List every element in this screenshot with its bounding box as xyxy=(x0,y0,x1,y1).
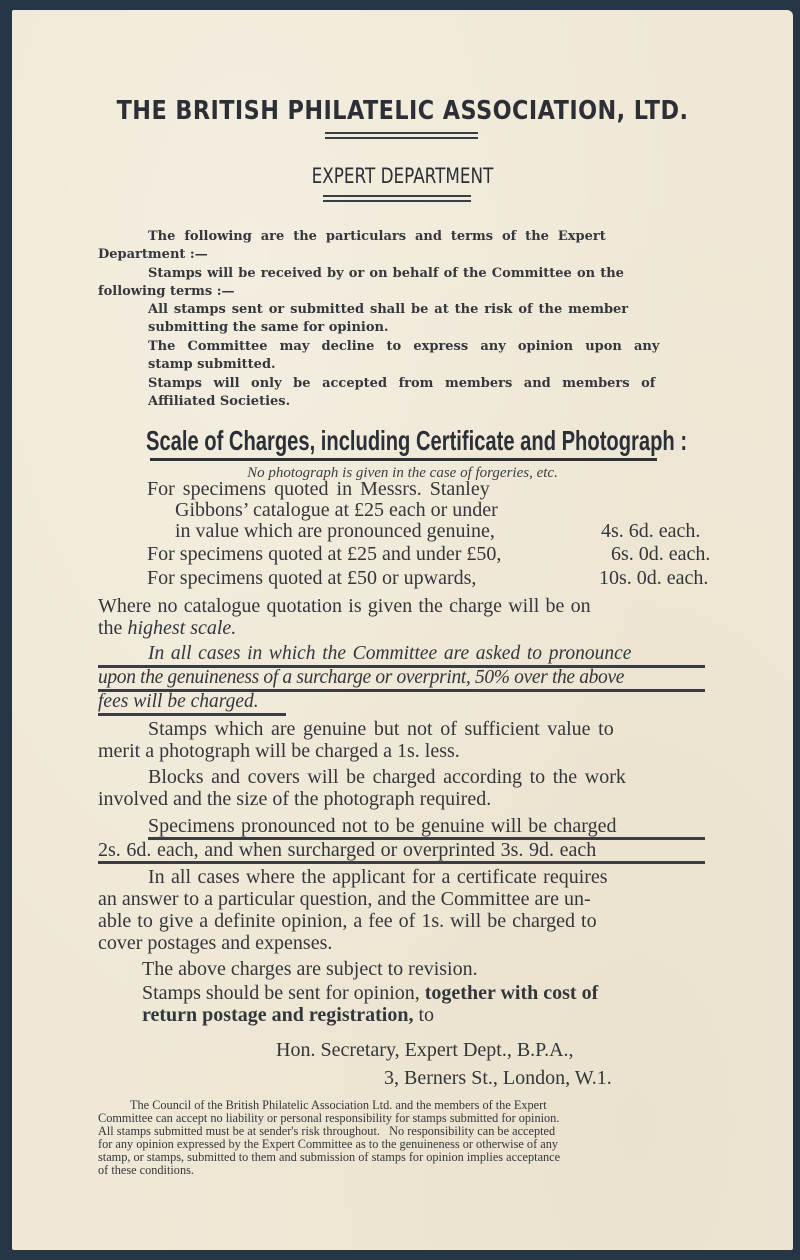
insufficient-value-line2: merit a photograph will be charged a 1s. less. xyxy=(98,740,460,762)
no-quotation-line2 xyxy=(98,617,236,640)
surcharge-notice-line3: fees will be charged. xyxy=(98,691,259,712)
disclaimer-line1: The Council of the British Philatelic Association Ltd. and the members of the Expert xyxy=(130,1098,547,1112)
disclaimer-line6: of these conditions. xyxy=(98,1163,194,1177)
charge-row-line2: Gibbons’ catalogue at £25 each or under xyxy=(175,499,498,521)
terms-item-line1: The Committee may decline to express any opinion upon any xyxy=(148,339,660,354)
sending-line1 xyxy=(142,982,598,1005)
sending-plain-text: Stamps should be sent for opinion, xyxy=(142,982,425,1004)
no-quotation-line1: Where no catalogue quotation is given the charge will be on xyxy=(98,595,591,617)
title-double-rule xyxy=(325,132,478,139)
charge-price: 10s. 0d. each. xyxy=(599,567,709,589)
sending-bold-text: return postage and registration, xyxy=(142,1004,414,1026)
address-line1: Hon. Secretary, Expert Dept., B.P.A., xyxy=(276,1039,574,1061)
address-line2: 3, Berners St., London, W.1. xyxy=(384,1067,612,1089)
subtitle-double-rule xyxy=(323,195,471,202)
terms-received-line1: Stamps will be received by or on behalf of the Committee on the xyxy=(148,266,624,281)
scale-heading-rule xyxy=(150,458,657,461)
particular-question-line3: able to give a definite opinion, a fee of 1s. will be charged to xyxy=(98,910,597,932)
terms-intro-line2: Department :— xyxy=(98,247,208,262)
particular-question-line2: an answer to a particular question, and the Committee are un- xyxy=(98,888,591,910)
not-genuine-underline xyxy=(98,861,705,864)
particular-question-line1: In all cases where the applicant for a certificate requires xyxy=(148,866,608,888)
charge-price: 6s. 0d. each. xyxy=(611,543,711,565)
terms-received-line2: following terms :— xyxy=(98,284,235,299)
charge-row-line1: For specimens quoted at £50 or upwards, xyxy=(147,567,477,589)
insufficient-value-line1: Stamps which are genuine but not of sufficient value to xyxy=(148,718,614,740)
department-subtitle: EXPERT DEPARTMENT xyxy=(311,164,494,188)
charge-row-line1: For specimens quoted at £25 and under £50, xyxy=(147,543,502,565)
blocks-covers-line2: involved and the size of the photograph required. xyxy=(98,788,492,810)
sending-line2 xyxy=(142,1004,434,1027)
revision-note: The above charges are subject to revision. xyxy=(142,958,478,980)
surcharge-notice-line1: In all cases in which the Committee are asked to pronounce xyxy=(148,643,632,664)
not-genuine-line1: Specimens pronounced not to be genuine will be charged xyxy=(148,815,617,837)
terms-item-line2: submitting the same for opinion. xyxy=(148,320,389,335)
no-quotation-prefix: the xyxy=(98,617,128,639)
terms-item-line1: All stamps sent or submitted shall be at the risk of the member xyxy=(148,302,629,317)
scale-note: No photograph is given in the case of forgeries, etc. xyxy=(247,465,558,481)
terms-intro-line1: The following are the particulars and terms of the Expert xyxy=(148,229,606,244)
document-page xyxy=(12,10,793,1250)
charge-row-line1: For specimens quoted in Messrs. Stanley xyxy=(147,478,490,500)
surcharge-notice-line2: upon the genuineness of a surcharge or overprint, 50% over the above xyxy=(98,667,625,688)
blocks-covers-line1: Blocks and covers will be charged according to the work xyxy=(148,766,626,788)
particular-question-line4: cover postages and expenses. xyxy=(98,932,333,954)
disclaimer-line3: All stamps submitted must be at sender's risk throughout. No responsibility can be accepted xyxy=(98,1124,556,1138)
terms-item-line2: Affiliated Societies. xyxy=(148,394,291,409)
scale-of-charges-heading: Scale of Charges, including Certificate and Photograph : xyxy=(146,425,688,456)
sending-plain-text: to xyxy=(413,1004,435,1026)
highest-scale-text: highest scale. xyxy=(127,617,237,639)
disclaimer-line4: for any opinion expressed by the Expert Committee as to the genuineness or otherwise of any xyxy=(98,1137,558,1151)
not-genuine-line2: 2s. 6d. each, and when surcharged or overprinted 3s. 9d. each xyxy=(98,839,597,861)
charge-price: 4s. 6d. each. xyxy=(601,520,701,542)
terms-item-line1: Stamps will only be accepted from members and members of xyxy=(148,376,656,391)
association-title: THE BRITISH PHILATELIC ASSOCIATION, LTD. xyxy=(116,96,689,126)
charge-row-line3: in value which are pronounced genuine, xyxy=(175,520,495,542)
disclaimer-line2: Committee can accept no liability or personal responsibility for stamps submitted for opinion. xyxy=(98,1111,560,1125)
sending-bold-text: together with cost of xyxy=(424,982,599,1004)
surcharge-underline xyxy=(98,713,286,716)
disclaimer-line5: stamp, or stamps, submitted to them and submission of stamps for opinion implies acceptance xyxy=(98,1150,561,1164)
terms-item-line2: stamp submitted. xyxy=(148,357,276,372)
